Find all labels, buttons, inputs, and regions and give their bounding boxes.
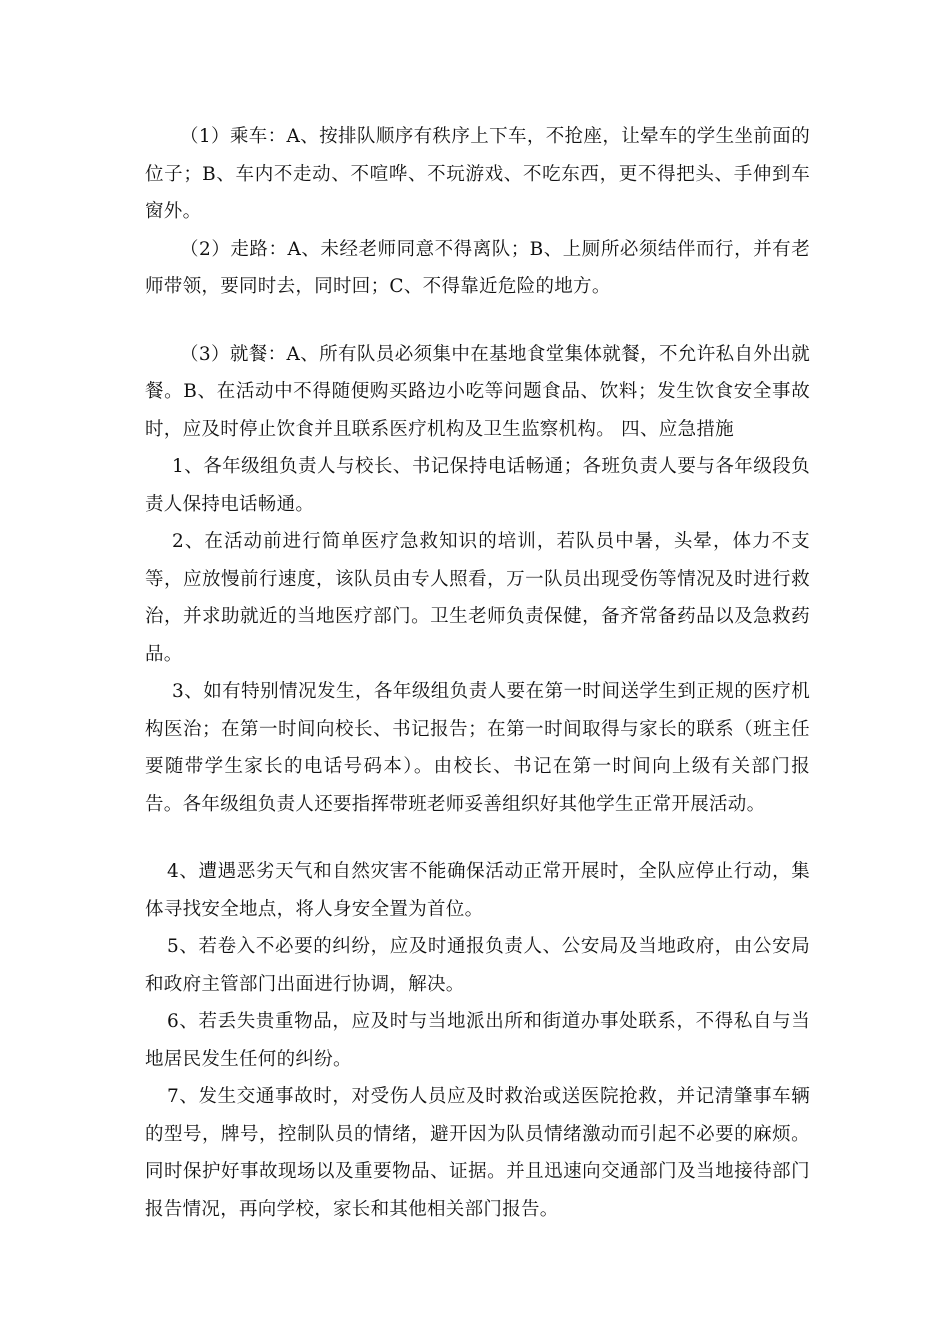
paragraph-emergency-2: 2、在活动前进行简单医疗急救知识的培训，若队员中暑，头晕，体力不支等，应放慢前行速度，该队员由专人照看，万一队员出现受伤等情况及时进行救治，并求助就近的当地医疗部门。卫生老师负责保健，备齐常备药品以及急救药品。 bbox=[145, 531, 810, 665]
paragraph-emergency-5: 5、若卷入不必要的纠纷，应及时通报负责人、公安局及当地政府，由公安局和政府主管部门出面进行协调，解决。 bbox=[145, 936, 810, 995]
paragraph-emergency-1: 1、各年级组负责人与校长、书记保持电话畅通；各班负责人要与各年级段负责人保持电话畅通。 bbox=[145, 456, 810, 515]
paragraph-emergency-4: 4、遭遇恶劣天气和自然灾害不能确保活动正常开展时，全队应停止行动，集体寻找安全地点，将人身安全置为首位。 bbox=[145, 861, 810, 920]
paragraph-walking: （2）走路：A、未经老师同意不得离队；B、上厕所必须结伴而行，并有老师带领，要同时去，同时回；C、不得靠近危险的地方。 bbox=[145, 238, 810, 297]
paragraph-riding: （1）乘车：A、按排队顺序有秩序上下车，不抢座，让晕车的学生坐前面的位子；B、车内不走动、不喧哗、不玩游戏、不吃东西，更不得把头、手伸到车窗外。 bbox=[145, 126, 810, 222]
paragraph-dining: （3）就餐：A、所有队员必须集中在基地食堂集体就餐，不允许私自外出就餐。B、在活动中不得随便购买路边小吃等问题食品、饮料；发生饮食安全事故时，应及时停止饮食并且联系医疗机构及卫生监察机构。 四、应急措施 bbox=[145, 343, 810, 440]
paragraph-emergency-6: 6、若丢失贵重物品，应及时与当地派出所和街道办事处联系，不得私自与当地居民发生任何的纠纷。 bbox=[145, 1011, 810, 1070]
paragraph-gap bbox=[145, 823, 810, 853]
paragraph-emergency-3: 3、如有特别情况发生，各年级组负责人要在第一时间送学生到正规的医疗机构医治；在第一时间向校长、书记报告；在第一时间取得与家长的联系（班主任要随带学生家长的电话号码本）。由校长、书记在第一时间向上级有关部门报告。各年级组负责人还要指挥带班老师妥善组织好其他学生正常开展活动。 bbox=[145, 681, 810, 815]
document-body bbox=[145, 118, 810, 1228]
paragraph-emergency-7: 7、发生交通事故时，对受伤人员应及时救治或送医院抢救，并记清肇事车辆的型号，牌号，控制队员的情绪，避开因为队员情绪激动而引起不必要的麻烦。同时保护好事故现场以及重要物品、证据。并且迅速向交通部门及当地接待部门报告情况，再向学校，家长和其他相关部门报告。 bbox=[145, 1086, 810, 1220]
paragraph-gap bbox=[145, 306, 810, 336]
